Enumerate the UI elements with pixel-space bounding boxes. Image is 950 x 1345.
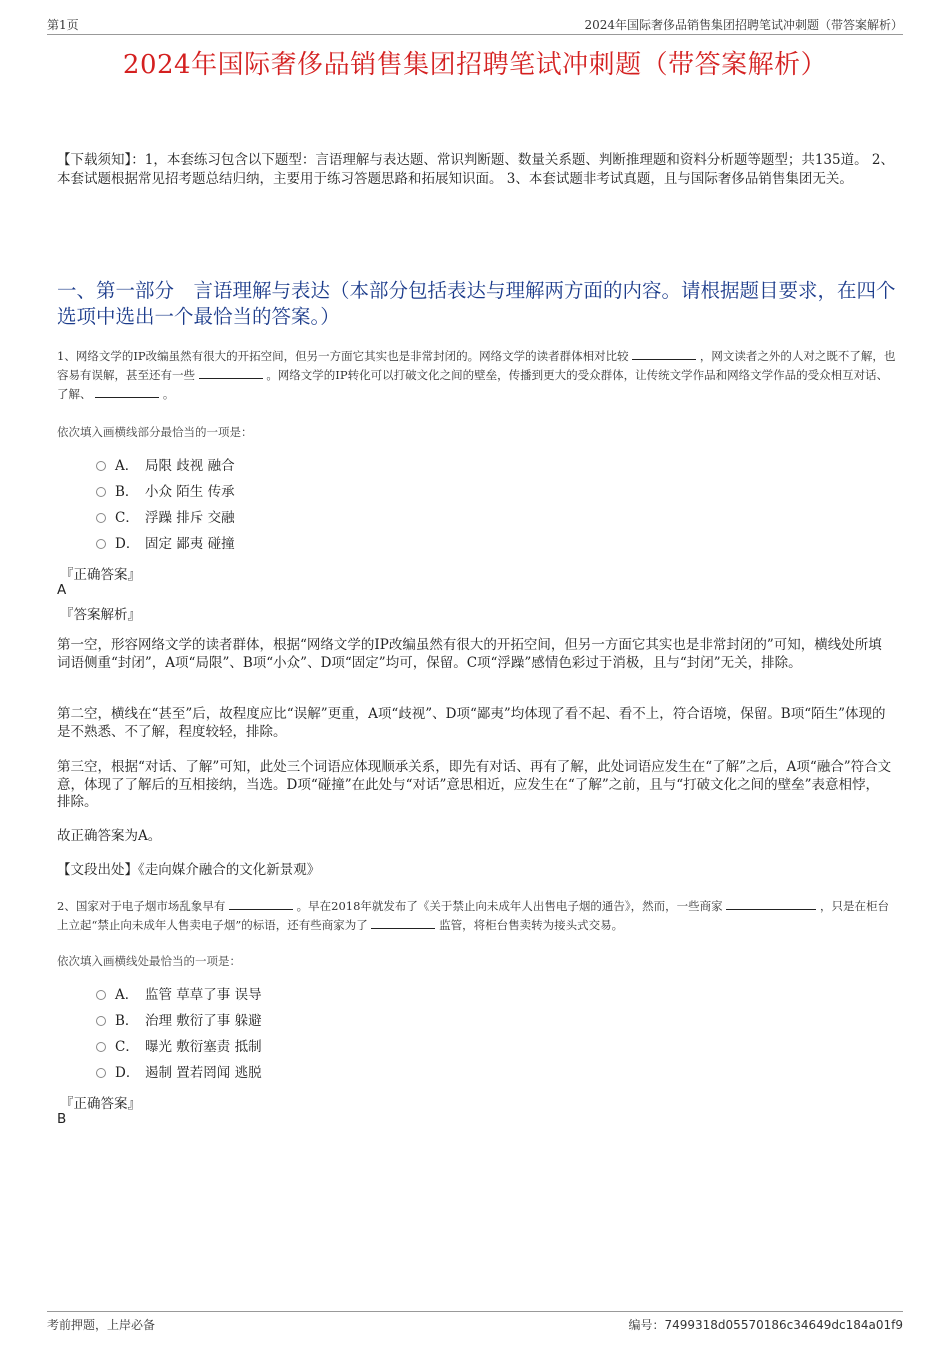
- question-1-answer-label: 『正确答案』: [60, 567, 141, 583]
- question-1-stem: [57, 347, 897, 404]
- radio-icon[interactable]: [96, 1042, 106, 1052]
- section-heading: 一、第一部分 言语理解与表达（本部分包括表达与理解两方面的内容。请根据题目要求，在四个选项中选出一个最恰当的答案。）: [57, 279, 896, 328]
- question-2-answer-label: 『正确答案』: [60, 1096, 141, 1112]
- question-2-option-b[interactable]: B． 治理 敷衍了事 躲避: [96, 1011, 262, 1031]
- question-2-blank-3: [371, 917, 435, 929]
- question-1-option-c[interactable]: C． 浮躁 排斥 交融: [96, 508, 235, 528]
- question-2-option-c[interactable]: C． 曝光 敷衍塞责 抵制: [96, 1037, 262, 1057]
- radio-icon[interactable]: [96, 1068, 106, 1078]
- question-2-text-part2: 。早在2018年就发布了《关于禁止向未成年人出售电子烟的通告》，然而，一些商家: [296, 899, 723, 913]
- question-2-text-part4: 监管，将柜台售卖转为接头式交易。: [439, 918, 624, 932]
- question-2-prompt: 依次填入画横线处最恰当的一项是：: [57, 954, 241, 968]
- question-1-source: 【文段出处】《走向媒介融合的文化新景观》: [57, 862, 321, 878]
- question-1-option-b[interactable]: B． 小众 陌生 传承: [96, 482, 235, 502]
- question-1-text-part4: 。: [162, 387, 175, 401]
- question-1-text-part3: 。网络文学的IP转化可以打破文化之间的壁垒，传播到更大的受众群体，让传统文学作品和网络文学作品的受众相互对话、了解、: [57, 368, 889, 401]
- radio-icon[interactable]: [96, 539, 106, 549]
- download-notice: 【下载须知】：1，本套练习包含以下题型：言语理解与表达题、常识判断题、数量关系题、判断推理题和资料分析题等题型；共135道。 2、本套试题根据常见招考题总结归纳，主要用于练习答题思路和拓展知识面。 3、本套试题非考试真题，且与国际奢侈品销售集团无关。: [57, 152, 894, 187]
- header-doc-title: 2024年国际奢侈品销售集团招聘笔试冲刺题（带答案解析）: [584, 18, 903, 32]
- question-1-option-d[interactable]: D． 固定 鄙夷 碰撞: [96, 534, 235, 554]
- radio-icon[interactable]: [96, 461, 106, 471]
- question-2-option-a[interactable]: A． 监管 草草了事 误导: [96, 985, 262, 1005]
- page-footer: [47, 1311, 903, 1334]
- question-1-text-part2: ，网文读者之外的人对之既不了解，也容易有误解，甚至还有一些: [57, 349, 896, 382]
- question-2-blank-1: [229, 898, 293, 910]
- question-2-text-part1: 2、国家对于电子烟市场乱象早有: [57, 899, 226, 913]
- analysis-paragraph-1: 第一空，形容网络文学的读者群体，根据“网络文学的IP改编虽然有很大的开拓空间，但另一方面它其实也是非常封闭的”可知，横线处所填词语侧重“封闭”，A项“局限”、B项“小众”、D项“固定”均可，保留。C项“浮躁”感情色彩过于消极，且与“封闭”无关，排除。: [57, 637, 882, 671]
- question-1-text-part1: 1、网络文学的IP改编虽然有很大的开拓空间，但另一方面它其实也是非常封闭的。网络文学的读者群体相对比较: [57, 349, 629, 363]
- radio-icon[interactable]: [96, 487, 106, 497]
- analysis-conclusion: 故正确答案为A。: [57, 828, 162, 844]
- footer-serial: 编号：7499318d05570186c34649dc184a01f9: [628, 1318, 903, 1332]
- footer-slogan: 考前押题，上岸必备: [47, 1318, 156, 1332]
- question-1-blank-3: [95, 386, 159, 398]
- question-1-blank-1: [632, 348, 696, 360]
- analysis-paragraph-2: 第二空，横线在“甚至”后，故程度应比“误解”更重，A项“歧视”、D项“鄙夷”均体现了看不起、看不上，符合语境，保留。B项“陌生”体现的是不熟悉、不了解，程度较轻，排除。: [57, 706, 886, 740]
- document-title: 2024年国际奢侈品销售集团招聘笔试冲刺题（带答案解析）: [122, 50, 828, 80]
- question-1-blank-2: [199, 367, 263, 379]
- question-1-option-a[interactable]: A． 局限 歧视 融合: [96, 456, 235, 476]
- question-2-option-d[interactable]: D． 遏制 置若罔闻 逃脱: [96, 1063, 262, 1083]
- radio-icon[interactable]: [96, 1016, 106, 1026]
- question-2-blank-2: [726, 898, 816, 910]
- radio-icon[interactable]: [96, 990, 106, 1000]
- page-header: [47, 14, 903, 35]
- question-1-answer: A: [57, 582, 67, 598]
- question-1-prompt: 依次填入画横线部分最恰当的一项是：: [57, 425, 253, 439]
- analysis-paragraph-3: 第三空，根据“对话、了解”可知，此处三个词语应体现顺承关系，即先有对话、再有了解，此处词语应发生在“了解”之后，A项“融合”符合文意，体现了了解后的互相接纳，当选。D项“碰撞”在此处与“对话”意思相近，应发生在“了解”之前，且与“打破文化之间的壁垒”表意相悖，排除。: [57, 759, 892, 810]
- question-2-answer: B: [57, 1111, 67, 1127]
- question-2-text-part3: ，只是在柜台上立起“禁止向未成年人售卖电子烟”的标语，还有些商家为了: [57, 899, 889, 932]
- question-1-analysis-label: 『答案解析』: [60, 607, 141, 623]
- page-number: 第1页: [47, 18, 79, 32]
- radio-icon[interactable]: [96, 513, 106, 523]
- question-2-stem: [57, 897, 897, 935]
